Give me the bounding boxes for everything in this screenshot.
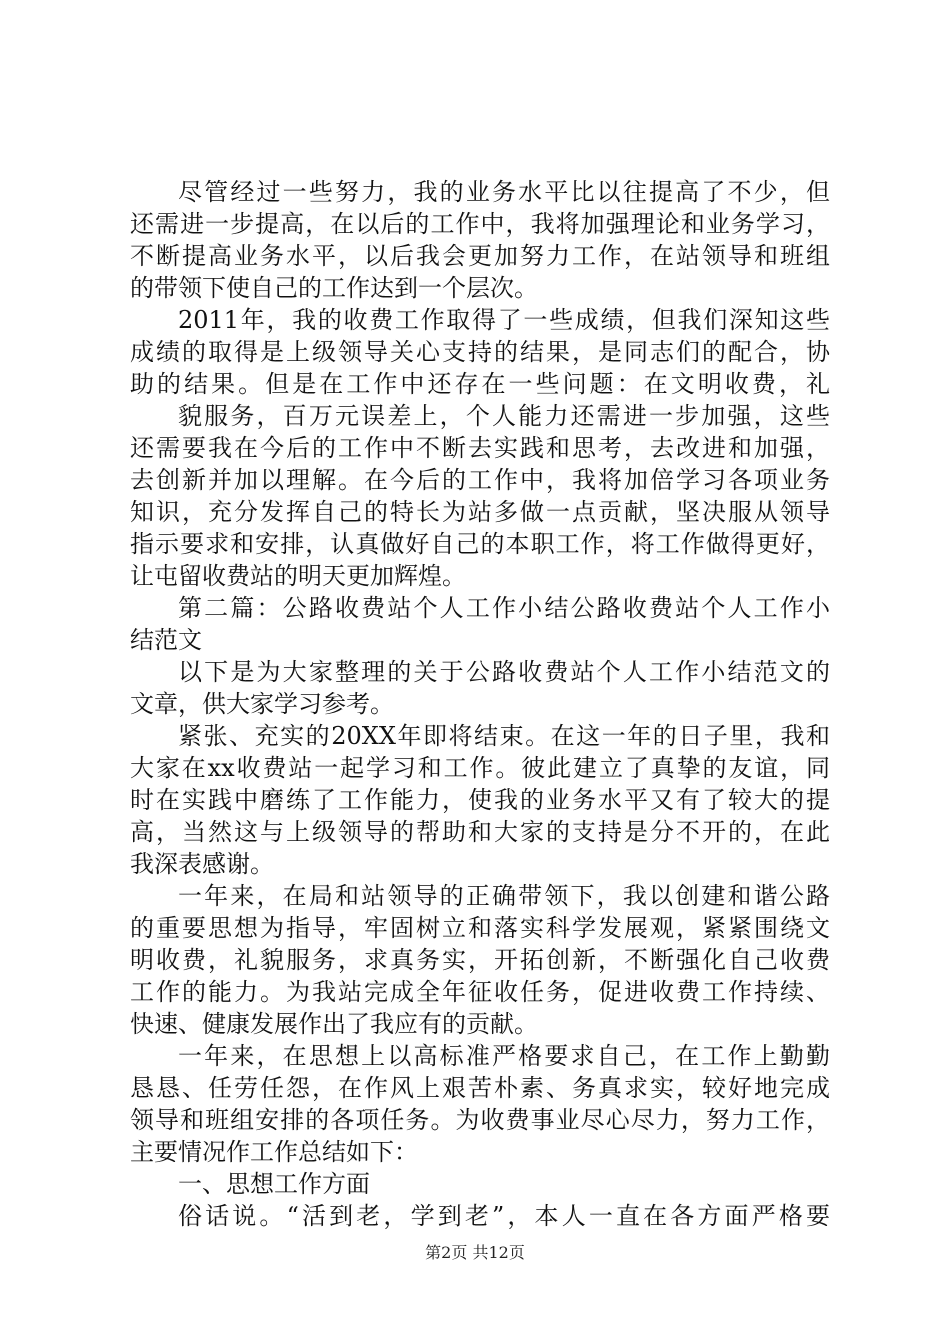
text-line: 明收费，礼貌服务，求真务实，开拓创新，不断强化自己收费: [130, 946, 830, 974]
text-line: 指示要求和安排，认真做好自己的本职工作，将工作做得更好，: [130, 530, 830, 558]
text-line: 大家在xx收费站一起学习和工作。彼此建立了真挚的友谊，同: [130, 754, 830, 782]
text-line: 文章，供大家学习参考。: [130, 690, 394, 718]
text-line: 尽管经过一些努力，我的业务水平比以往提高了不少，但: [178, 178, 830, 206]
text-line: 助的结果。但是在工作中还存在一些问题：在文明收费，礼: [130, 370, 830, 398]
text-line: 让屯留收费站的明天更加辉煌。: [130, 562, 466, 590]
body-text: [130, 176, 830, 1232]
text-line: 的带领下使自己的工作达到一个层次。: [130, 274, 538, 302]
text-line: 一年来，在思想上以高标准严格要求自己，在工作上勤勤: [178, 1042, 830, 1070]
section-heading: 一、思想工作方面: [178, 1170, 370, 1198]
text-line: 不断提高业务水平，以后我会更加努力工作，在站领导和班组: [130, 242, 830, 270]
text-line: 紧张、充实的20XX年即将结束。在这一年的日子里，我和: [178, 722, 830, 750]
text-line: 快速、健康发展作出了我应有的贡献。: [130, 1010, 538, 1038]
text-line: 我深表感谢。: [130, 850, 274, 878]
text-line: 高，当然这与上级领导的帮助和大家的支持是分不开的，在此: [130, 818, 830, 846]
text-line: 主要情况作工作总结如下：: [130, 1138, 418, 1166]
text-line: 的重要思想为指导，牢固树立和落实科学发展观，紧紧围绕文: [130, 914, 830, 942]
text-line: 去创新并加以理解。在今后的工作中，我将加倍学习各项业务: [130, 466, 830, 494]
text-line: 2011年，我的收费工作取得了一些成绩，但我们深知这些: [178, 306, 830, 334]
text-line: 工作的能力。为我站完成全年征收任务，促进收费工作持续、: [130, 978, 830, 1006]
text-line: 恳恳、任劳任怨，在作风上艰苦朴素、务真求实，较好地完成: [130, 1074, 830, 1102]
text-line: 一年来，在局和站领导的正确带领下，我以创建和谐公路: [178, 882, 830, 910]
page-number: 第2页: [425, 1243, 468, 1262]
text-line: 结范文: [130, 626, 202, 654]
page-footer: [0, 1243, 950, 1263]
text-line: 貌服务，百万元误差上，个人能力还需进一步加强，这些: [178, 402, 830, 430]
page-total: 共12页: [472, 1243, 525, 1262]
text-line: 第二篇：公路收费站个人工作小结公路收费站个人工作小: [178, 594, 830, 622]
text-line: 俗话说。“活到老，学到老”，本人一直在各方面严格要: [178, 1202, 830, 1230]
text-line: 还需进一步提高，在以后的工作中，我将加强理论和业务学习，: [130, 210, 830, 238]
text-line: 知识，充分发挥自己的特长为站多做一点贡献，坚决服从领导: [130, 498, 830, 526]
text-line: 以下是为大家整理的关于公路收费站个人工作小结范文的: [178, 658, 830, 686]
text-line: 时在实践中磨练了工作能力，使我的业务水平又有了较大的提: [130, 786, 830, 814]
text-line: 成绩的取得是上级领导关心支持的结果，是同志们的配合，协: [130, 338, 830, 366]
text-line: 还需要我在今后的工作中不断去实践和思考，去改进和加强，: [130, 434, 830, 462]
text-line: 领导和班组安排的各项任务。为收费事业尽心尽力，努力工作，: [130, 1106, 830, 1134]
